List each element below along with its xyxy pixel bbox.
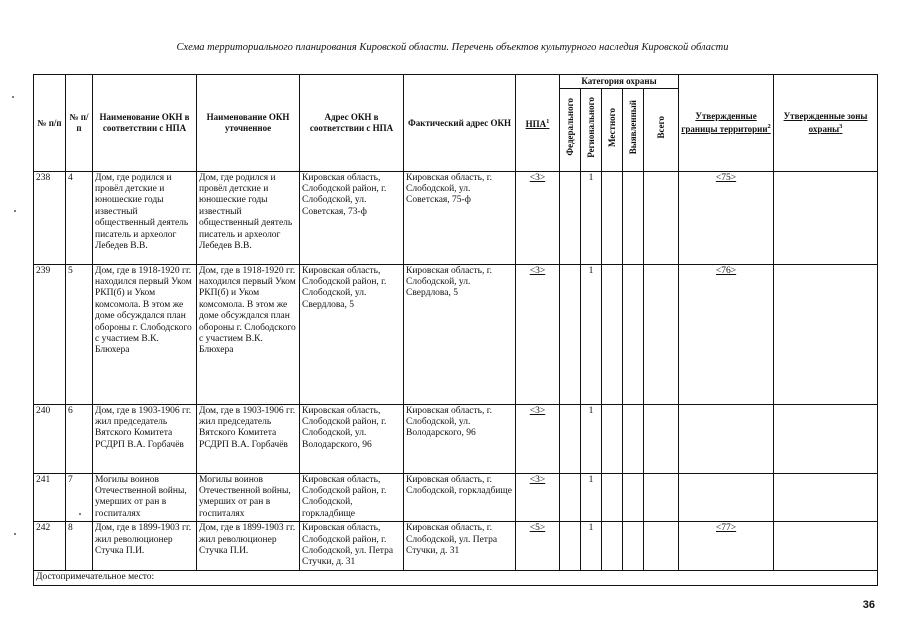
cell-zones (774, 473, 878, 522)
cell-npa-link[interactable]: <5> (516, 522, 560, 571)
cell-borders-link[interactable]: <75> (679, 171, 774, 264)
cell-total (644, 404, 679, 473)
cell-name-npa: Дом, где в 1918-1920 гг. находился первый Уком РКП(б) и Уком комсомола. В этом же доме обсуждался план обороны г. Слободского с участием В.К. Блюхера (93, 264, 197, 404)
scan-speck (12, 96, 14, 98)
npa-label: НПА (525, 118, 547, 129)
cell-n: 239 (34, 264, 66, 404)
cell-address-npa: Кировская область, Слободской район, г. Слободской, ул. Свердлова, 5 (300, 264, 404, 404)
cell-name-npa: Дом, где в 1899-1903 гг. жил революционер Стучка П.И. (93, 522, 197, 571)
cell-identified (623, 404, 644, 473)
cell-identified (623, 522, 644, 571)
cell-identified (623, 473, 644, 522)
scan-speck (79, 513, 81, 515)
cell-address-actual: Кировская область, г. Слободской, ул. Советская, 75-ф (404, 171, 516, 264)
cell-name-npa: Могилы воинов Отечественной войны, умерших от ран в госпиталях (93, 473, 197, 522)
col-header-n2: № п/п (66, 75, 93, 172)
cell-name-npa: Дом, где в 1903-1906 гг. жил председатель Вятского Комитета РСДРП В.А. Горбачёв (93, 404, 197, 473)
col-header-address-npa: Адрес ОКН в соответствии с НПА (300, 75, 404, 172)
cell-name-npa: Дом, где родился и провёл детские и юношеские годы известный общественный деятель писатель и археолог Лебедев В.В. (93, 171, 197, 264)
cell-address-npa: Кировская область, Слободской район, г. Слободской, ул. Советская, 73-ф (300, 171, 404, 264)
cell-name-clarified: Дом, где родился и провёл детские и юношеские годы известный общественный деятель писатель и археолог Лебедев В.В. (197, 171, 300, 264)
cell-address-actual: Кировская область, г. Слободской, ул. Свердлова, 5 (404, 264, 516, 404)
cell-n2: 7 (66, 473, 93, 522)
cell-total (644, 522, 679, 571)
col-header-approved-zones (774, 75, 878, 172)
col-header-regional: Регионального (581, 88, 602, 171)
cell-address-npa: Кировская область, Слободской район, г. Слободской, ул. Петра Стучки, д. 31 (300, 522, 404, 571)
cell-n: 240 (34, 404, 66, 473)
approved-borders-footnote: 2 (767, 122, 771, 130)
cell-regional: 1 (581, 473, 602, 522)
cell-n2: 5 (66, 264, 93, 404)
col-header-name-npa: Наименование ОКН в соответствии с НПА (93, 75, 197, 172)
cell-local (602, 522, 623, 571)
cell-n2: 8 (66, 522, 93, 571)
cell-address-npa: Кировская область, Слободской район, г. Слободской, горкладбище (300, 473, 404, 522)
cell-borders-link[interactable]: <77> (679, 522, 774, 571)
cell-regional: 1 (581, 522, 602, 571)
table-row (34, 404, 878, 473)
table-row (34, 171, 878, 264)
col-header-approved-borders (679, 75, 774, 172)
col-header-n: № п/п (34, 75, 66, 172)
cell-total (644, 171, 679, 264)
cell-borders-link[interactable] (679, 404, 774, 473)
cell-borders-link[interactable] (679, 473, 774, 522)
cell-name-clarified: Дом, где в 1903-1906 гг. жил председатель Вятского Комитета РСДРП В.А. Горбачёв (197, 404, 300, 473)
col-header-npa (516, 75, 560, 172)
approved-zones-footnote: 3 (839, 122, 843, 130)
cell-regional: 1 (581, 171, 602, 264)
footer-row (34, 570, 878, 585)
cell-total (644, 473, 679, 522)
cell-local (602, 404, 623, 473)
approved-zones-label: Утвержденные зоны охраны (783, 111, 868, 134)
cell-regional: 1 (581, 264, 602, 404)
cell-npa-link[interactable]: <3> (516, 473, 560, 522)
npa-footnote: 1 (546, 117, 550, 125)
table-row (34, 264, 878, 404)
cell-zones (774, 264, 878, 404)
scan-speck (14, 533, 16, 535)
cell-n: 242 (34, 522, 66, 571)
cell-identified (623, 171, 644, 264)
cell-name-clarified: Дом, где в 1918-1920 гг. находился первый Уком РКП(б) и Уком комсомола. В этом же доме обсуждался план обороны г. Слободского с участием В.К. Блюхера (197, 264, 300, 404)
cell-address-npa: Кировская область, Слободской район, г. Слободской, ул. Володарского, 96 (300, 404, 404, 473)
cell-zones (774, 522, 878, 571)
heritage-objects-table (33, 74, 878, 586)
cell-name-clarified: Дом, где в 1899-1903 гг. жил революционер Стучка П.И. (197, 522, 300, 571)
cell-zones (774, 404, 878, 473)
cell-regional: 1 (581, 404, 602, 473)
col-header-local: Местного (602, 88, 623, 171)
cell-federal (560, 473, 581, 522)
page-number: 36 (862, 599, 875, 611)
cell-federal (560, 522, 581, 571)
col-header-address-actual: Фактический адрес ОКН (404, 75, 516, 172)
cell-total (644, 264, 679, 404)
cell-local (602, 171, 623, 264)
cell-n2: 6 (66, 404, 93, 473)
col-header-total: Всего (644, 88, 679, 171)
cell-address-actual: Кировская область, г. Слободской, горкладбище (404, 473, 516, 522)
approved-borders-label: Утвержденные границы территории (681, 111, 768, 134)
col-header-name-clarified: Наименование ОКН уточненное (197, 75, 300, 172)
cell-n: 241 (34, 473, 66, 522)
cell-address-actual: Кировская область, г. Слободской, ул. Петра Стучки, д. 31 (404, 522, 516, 571)
cell-identified (623, 264, 644, 404)
col-header-federal: Федерального (560, 88, 581, 171)
cell-federal (560, 264, 581, 404)
cell-zones (774, 171, 878, 264)
cell-federal (560, 171, 581, 264)
cell-npa-link[interactable]: <3> (516, 171, 560, 264)
cell-n: 238 (34, 171, 66, 264)
cell-npa-link[interactable]: <3> (516, 404, 560, 473)
cell-federal (560, 404, 581, 473)
col-header-category-group: Категория охраны (560, 75, 679, 89)
cell-local (602, 264, 623, 404)
cell-n2: 4 (66, 171, 93, 264)
cell-name-clarified: Могилы воинов Отечественной войны, умерших от ран в госпиталях (197, 473, 300, 522)
table-row (34, 522, 878, 571)
col-header-identified: Выявленный (623, 88, 644, 171)
cell-address-actual: Кировская область, г. Слободской, ул. Володарского, 96 (404, 404, 516, 473)
scan-speck (14, 210, 16, 212)
cell-local (602, 473, 623, 522)
footer-label: Достопримечательное место: (34, 570, 878, 585)
cell-borders-link[interactable]: <76> (679, 264, 774, 404)
cell-npa-link[interactable]: <3> (516, 264, 560, 404)
table-row (34, 473, 878, 522)
document-title: Схема территориального планирования Кировской области. Перечень объектов культурного наследия Кировской области (176, 42, 729, 53)
